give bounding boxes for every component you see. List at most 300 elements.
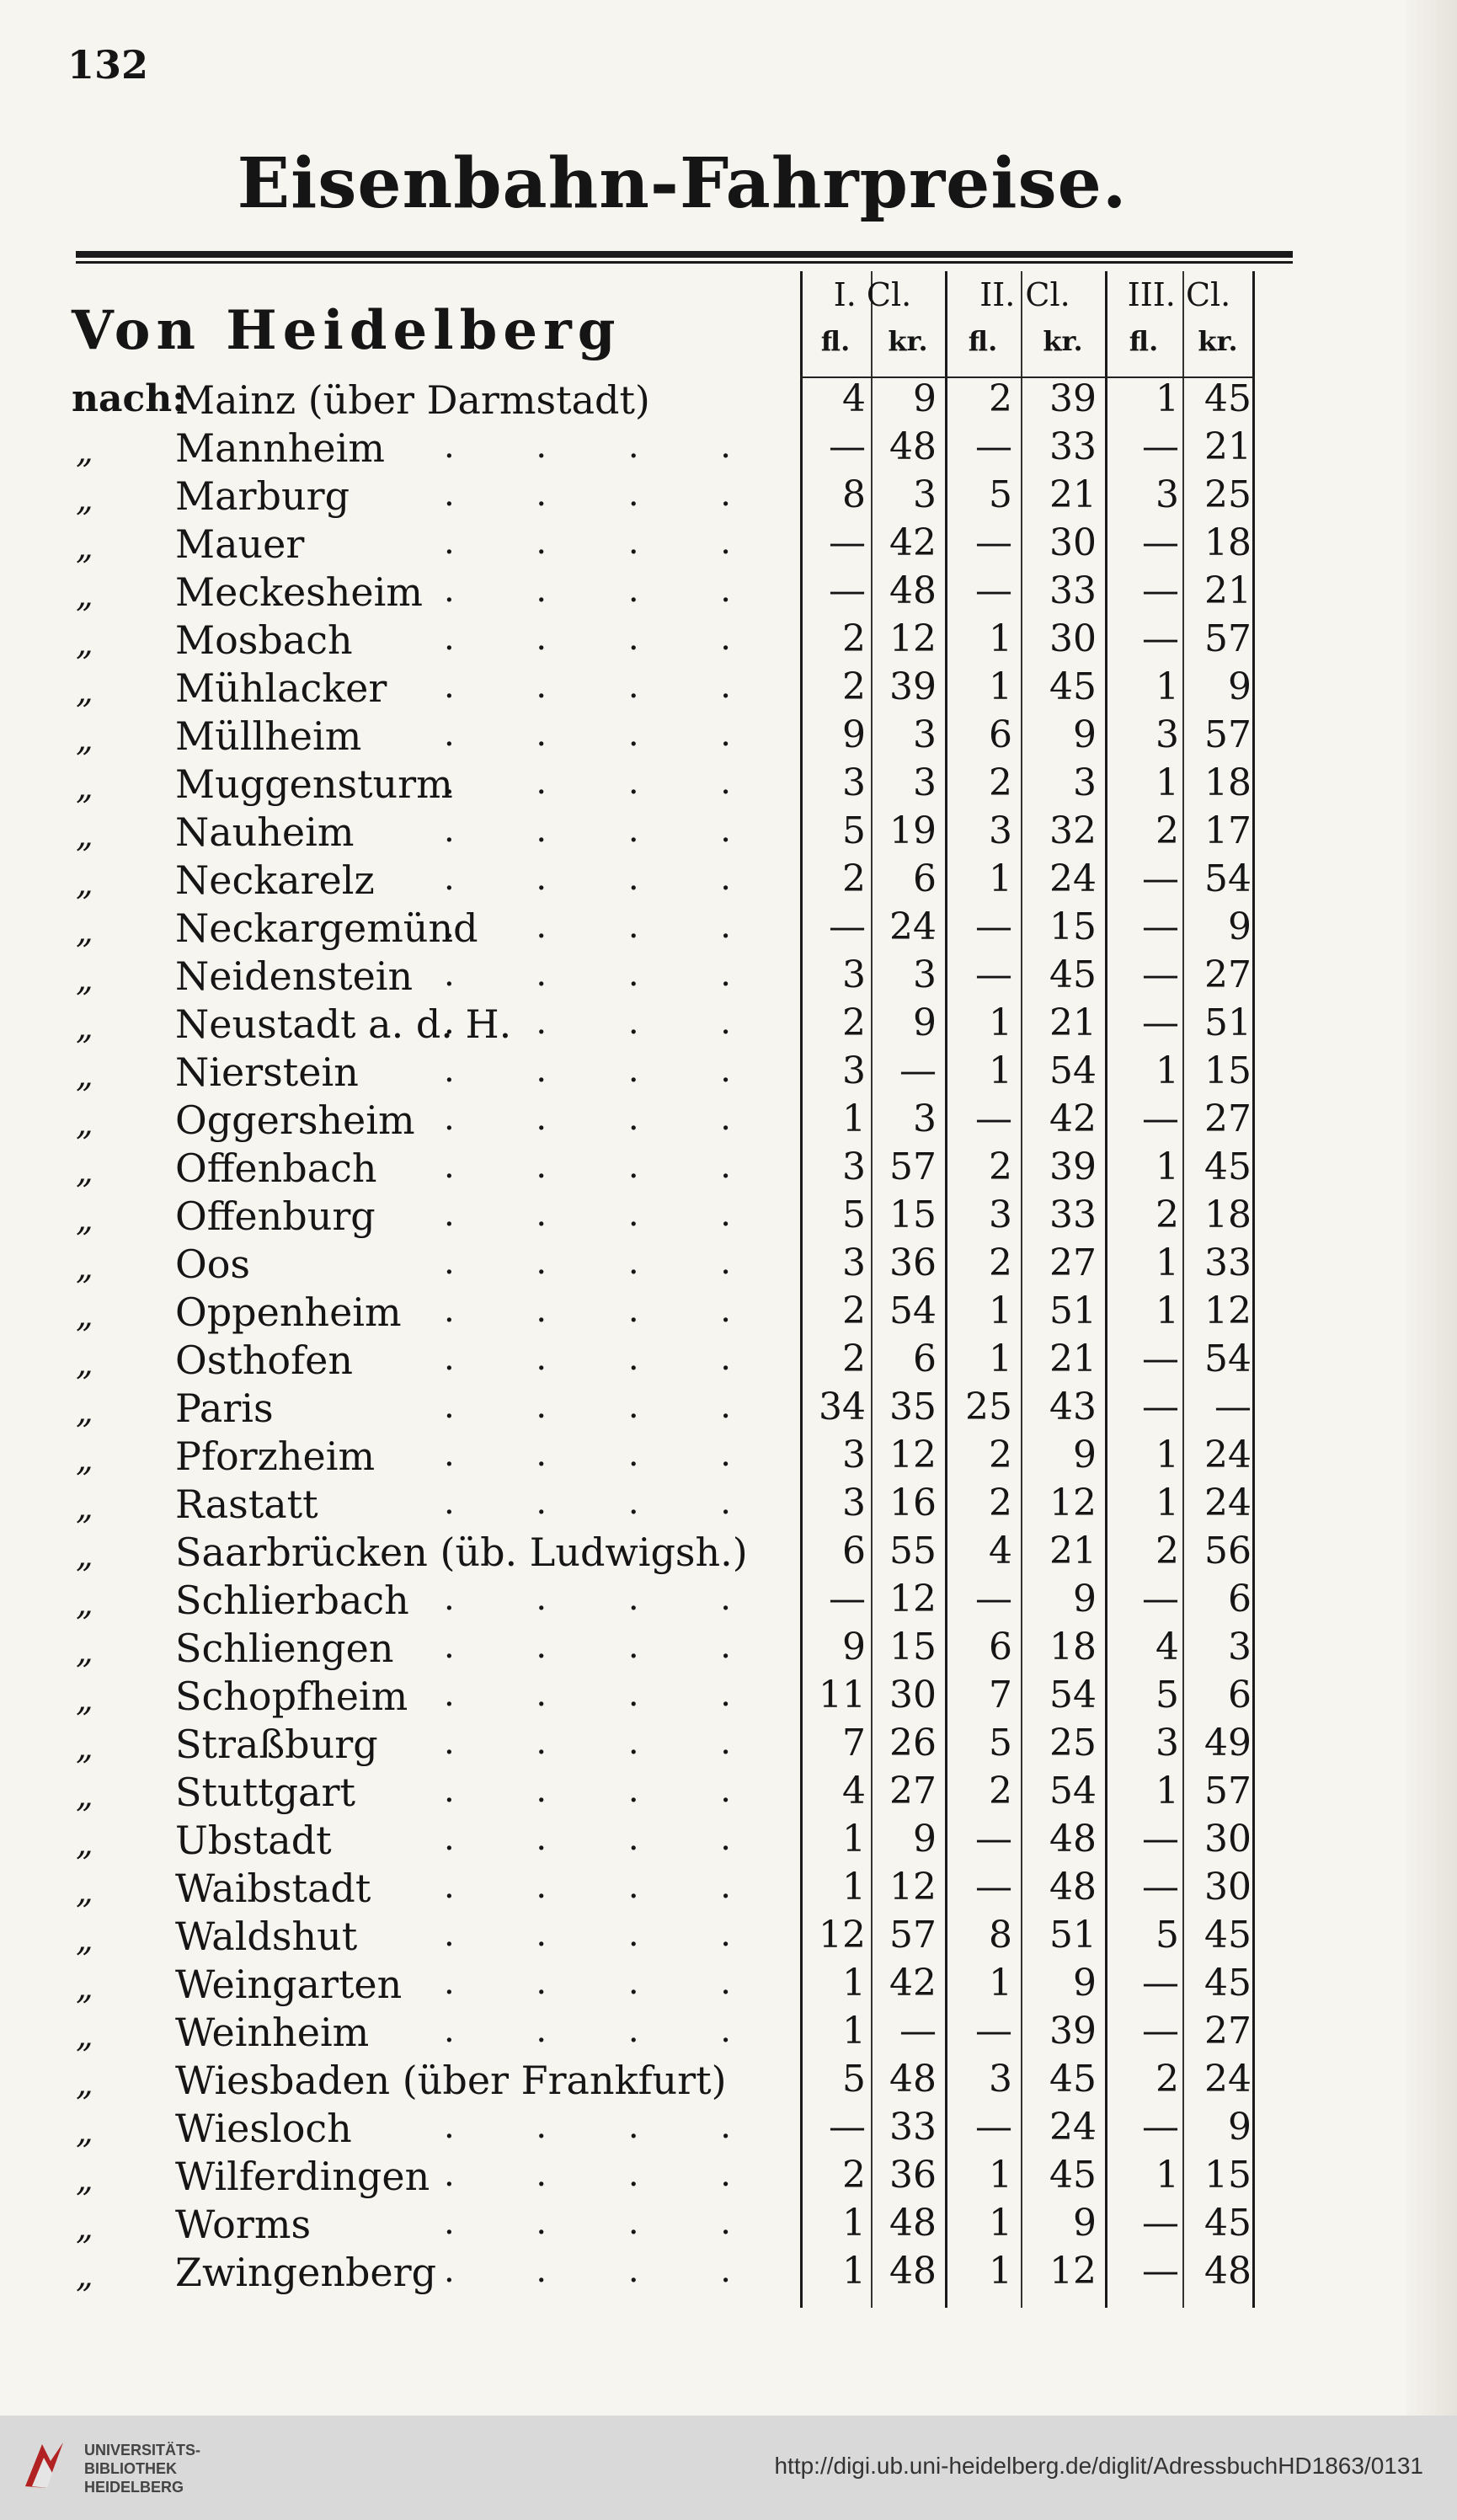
destination-name: Waldshut — [175, 1914, 358, 1959]
fare-1-fl: 3 — [842, 953, 866, 996]
fare-1-kr: 36 — [889, 2154, 937, 2197]
destination-name: Marburg — [175, 473, 350, 519]
ditto-mark: „ — [76, 2016, 93, 2055]
library-name — [84, 2441, 200, 2496]
destination-name: Neckarelz — [175, 857, 375, 903]
fare-3-fl: — — [1142, 953, 1179, 996]
fare-3-kr: 24 — [1204, 1434, 1252, 1476]
fare-1-fl: 1 — [842, 1818, 866, 1861]
fare-2-kr: 48 — [1049, 1818, 1097, 1861]
table-row — [0, 372, 1457, 423]
fare-1-fl: 2 — [842, 857, 866, 900]
ditto-mark: „ — [76, 624, 93, 663]
leader-dots: . . . . — [443, 1051, 766, 1090]
fare-1-fl: 1 — [842, 1097, 866, 1140]
ditto-mark: „ — [76, 1584, 93, 1623]
fare-3-fl: 1 — [1155, 1241, 1179, 1284]
ditto-mark: „ — [76, 1872, 93, 1911]
destination-name: Schliengen — [175, 1626, 394, 1671]
fare-2-kr: 21 — [1049, 473, 1097, 516]
leader-dots: . . . . — [443, 1483, 766, 1522]
leader-dots: . . . . — [443, 475, 766, 514]
class-header-1: I. Cl. — [833, 276, 912, 313]
destination-name: Paris — [175, 1385, 274, 1431]
fare-1-fl: 1 — [842, 1866, 866, 1909]
fare-1-kr: 3 — [913, 713, 937, 756]
fare-2-kr: 39 — [1049, 1145, 1097, 1188]
fare-3-kr: 9 — [1228, 2106, 1252, 2149]
destination-name: Mauer — [175, 521, 305, 567]
fare-1-kr: 12 — [889, 617, 937, 660]
table-row — [0, 996, 1457, 1047]
fare-2-fl: 1 — [989, 2154, 1012, 2197]
destination-name: Mühlacker — [175, 665, 387, 711]
fare-2-fl: 2 — [989, 1145, 1012, 1188]
fare-3-kr: 24 — [1204, 2058, 1252, 2101]
leader-dots: . . . . — [443, 1771, 766, 1810]
destination-name: Wiesloch — [175, 2106, 352, 2151]
fare-2-fl: 1 — [989, 1049, 1012, 1092]
fare-1-kr: 57 — [889, 1145, 937, 1188]
fare-3-fl: — — [1142, 1097, 1179, 1140]
fare-2-kr: 21 — [1049, 1337, 1097, 1380]
table-row — [0, 1284, 1457, 1335]
library-name-line: UNIVERSITÄTS- — [84, 2442, 201, 2459]
fare-2-fl: 4 — [989, 1530, 1012, 1572]
fare-2-kr: 39 — [1049, 377, 1097, 420]
fare-2-kr: 24 — [1049, 2106, 1097, 2149]
fare-1-fl: 3 — [842, 1145, 866, 1188]
ditto-mark: „ — [76, 2160, 93, 2199]
ditto-mark: „ — [76, 1536, 93, 1575]
ditto-mark: „ — [76, 720, 93, 759]
fare-3-kr: 25 — [1204, 473, 1252, 516]
fare-2-kr: 33 — [1049, 569, 1097, 612]
ditto-mark: „ — [76, 1776, 93, 1815]
fare-2-kr: 39 — [1049, 2010, 1097, 2053]
ditto-mark: „ — [76, 432, 93, 471]
fare-3-fl: — — [1142, 1578, 1179, 1620]
table-row — [0, 2101, 1457, 2149]
ditto-mark: „ — [76, 912, 93, 951]
fare-1-fl: 11 — [819, 1674, 866, 1716]
fare-3-kr: — — [1214, 1385, 1252, 1428]
fare-3-fl: — — [1142, 1866, 1179, 1909]
fare-1-kr: 15 — [889, 1626, 937, 1668]
fare-3-fl: 1 — [1155, 1770, 1179, 1813]
subheader-fl: fl. — [968, 325, 998, 357]
fare-3-kr: 30 — [1204, 1866, 1252, 1909]
fare-3-kr: 12 — [1204, 1289, 1252, 1332]
ditto-mark: „ — [76, 1152, 93, 1191]
fare-3-kr: 9 — [1228, 905, 1252, 948]
fare-3-kr: 6 — [1228, 1578, 1252, 1620]
leader-dots: . . . . — [443, 1435, 766, 1474]
fare-1-fl: 1 — [842, 2202, 866, 2245]
fare-2-fl: 6 — [989, 713, 1012, 756]
fare-2-fl: 2 — [989, 377, 1012, 420]
fare-3-fl: 2 — [1155, 1193, 1179, 1236]
fare-2-fl: 2 — [989, 1434, 1012, 1476]
ditto-mark: „ — [76, 1392, 93, 1431]
fare-1-kr: 15 — [889, 1193, 937, 1236]
ditto-mark: „ — [76, 1824, 93, 1863]
destination-name: Offenburg — [175, 1193, 376, 1239]
ditto-mark: „ — [76, 1920, 93, 1959]
ditto-mark: „ — [76, 1440, 93, 1479]
fare-1-kr: 39 — [889, 665, 937, 708]
fare-3-kr: 54 — [1204, 1337, 1252, 1380]
table-row — [0, 1188, 1457, 1239]
fare-2-kr: 21 — [1049, 1530, 1097, 1572]
leader-dots: . . . . — [443, 1147, 766, 1186]
fare-1-kr: 42 — [889, 521, 937, 564]
table-row — [0, 852, 1457, 903]
source-url-link[interactable]: http://digi.ub.uni-heidelberg.de/diglit/AdressbuchHD1863/0131 — [774, 2453, 1423, 2479]
fare-3-kr: 17 — [1204, 809, 1252, 852]
ditto-mark: „ — [76, 1296, 93, 1335]
table-row — [0, 1765, 1457, 1813]
fare-2-fl: 3 — [989, 809, 1012, 852]
destination-name: Mainz (über Darmstadt) — [175, 377, 650, 423]
leader-dots: . . . . — [443, 715, 766, 754]
fare-1-fl: 5 — [842, 2058, 866, 2101]
fare-1-fl: 1 — [842, 2250, 866, 2293]
fare-3-fl: — — [1142, 521, 1179, 564]
fare-3-fl: — — [1142, 1001, 1179, 1044]
fare-3-kr: 57 — [1204, 1770, 1252, 1813]
fare-1-fl: 3 — [842, 1241, 866, 1284]
fare-2-kr: 21 — [1049, 1001, 1097, 1044]
fare-1-fl: 2 — [842, 617, 866, 660]
fare-3-kr: 21 — [1204, 569, 1252, 612]
fare-1-fl: 4 — [842, 1770, 866, 1813]
leader-dots: . . . . — [443, 811, 766, 850]
fare-1-kr: 6 — [913, 857, 937, 900]
library-name-line: BIBLIOTHEK — [84, 2460, 177, 2477]
fare-1-fl: 1 — [842, 1962, 866, 2005]
fare-3-kr: 45 — [1204, 1145, 1252, 1188]
destination-name: Rastatt — [175, 1482, 318, 1527]
subheader-fl: fl. — [1129, 325, 1159, 357]
fare-1-fl: 5 — [842, 1193, 866, 1236]
fare-3-kr: 18 — [1204, 761, 1252, 804]
fare-3-fl: 2 — [1155, 2058, 1179, 2101]
fare-1-fl: 8 — [842, 473, 866, 516]
library-logo-icon — [17, 2436, 76, 2495]
fare-2-fl: 1 — [989, 617, 1012, 660]
ditto-mark: „ — [76, 1104, 93, 1143]
leader-dots: . . . . — [443, 1243, 766, 1282]
table-row — [0, 1092, 1457, 1143]
fare-2-fl: 5 — [989, 473, 1012, 516]
fare-3-fl: — — [1142, 2202, 1179, 2245]
table-row — [0, 900, 1457, 951]
ditto-mark: „ — [76, 1248, 93, 1287]
fare-2-kr: 33 — [1049, 425, 1097, 468]
leader-dots: . . . . — [443, 427, 766, 466]
ditto-mark: „ — [76, 1680, 93, 1719]
table-row — [0, 1236, 1457, 1287]
fare-2-kr: 42 — [1049, 1097, 1097, 1140]
header-rule-thin — [76, 261, 1293, 264]
fare-2-fl: — — [975, 1097, 1012, 1140]
fare-1-fl: 3 — [842, 761, 866, 804]
fare-2-fl: 5 — [989, 1722, 1012, 1765]
table-row — [0, 1957, 1457, 2005]
subheader-kr: kr. — [888, 325, 928, 357]
fare-2-kr: 45 — [1049, 2058, 1097, 2101]
fare-3-kr: 18 — [1204, 1193, 1252, 1236]
fare-2-kr: 24 — [1049, 857, 1097, 900]
destination-name: Nauheim — [175, 809, 355, 855]
fare-1-kr: 3 — [913, 473, 937, 516]
destination-name: Mosbach — [175, 617, 353, 663]
fare-2-kr: 43 — [1049, 1385, 1097, 1428]
fare-1-kr: 48 — [889, 569, 937, 612]
ditto-mark: „ — [76, 864, 93, 903]
leader-dots: . . . . — [443, 763, 766, 802]
ditto-mark: „ — [76, 1008, 93, 1047]
ditto-mark: „ — [76, 528, 93, 567]
table-row — [0, 2005, 1457, 2053]
ditto-mark: „ — [76, 1728, 93, 1767]
fare-2-fl: — — [975, 569, 1012, 612]
fare-2-kr: 12 — [1049, 2250, 1097, 2293]
fare-3-kr: 27 — [1204, 953, 1252, 996]
fare-2-fl: — — [975, 2106, 1012, 2149]
fare-1-fl: 5 — [842, 809, 866, 852]
fare-1-fl: — — [829, 569, 866, 612]
page-title: Eisenbahn-Fahrpreise. — [237, 143, 1128, 224]
leader-dots: . . . . — [443, 2107, 766, 2146]
leader-dots: . . . . — [443, 1579, 766, 1618]
scan-edge — [1406, 0, 1457, 2417]
fare-2-kr: 18 — [1049, 1626, 1097, 1668]
fare-1-fl: — — [829, 905, 866, 948]
fare-3-kr: 27 — [1204, 2010, 1252, 2053]
fare-3-fl: — — [1142, 2250, 1179, 2293]
fare-2-fl: — — [975, 1578, 1012, 1620]
leader-dots: . . . . — [443, 1003, 766, 1042]
leader-dots: . . . . — [443, 1195, 766, 1234]
fare-2-kr: 30 — [1049, 521, 1097, 564]
fare-1-fl: — — [829, 2106, 866, 2149]
destination-name: Mannheim — [175, 425, 385, 471]
fare-3-fl: 1 — [1155, 2154, 1179, 2197]
fare-1-fl: 9 — [842, 1626, 866, 1668]
fare-3-kr: 18 — [1204, 521, 1252, 564]
fare-1-kr: 30 — [889, 1674, 937, 1716]
fare-3-fl: — — [1142, 569, 1179, 612]
table-row — [0, 1668, 1457, 1719]
table-row — [0, 1861, 1457, 1909]
leader-dots: . . . . — [443, 667, 766, 706]
fare-1-kr: — — [899, 2010, 937, 2053]
fare-1-kr: 12 — [889, 1866, 937, 1909]
leader-dots: . . . . — [443, 1723, 766, 1762]
fare-2-kr: 9 — [1073, 1962, 1097, 2005]
table-row — [0, 2149, 1457, 2197]
destination-name: Neidenstein — [175, 953, 414, 999]
leader-dots: . . . . — [443, 2251, 766, 2290]
leader-dots: . . . . — [443, 955, 766, 994]
fare-2-kr: 51 — [1049, 1289, 1097, 1332]
fare-3-fl: 1 — [1155, 1049, 1179, 1092]
fare-2-fl: 7 — [989, 1674, 1012, 1716]
fare-3-fl: 1 — [1155, 1434, 1179, 1476]
subheader-kr: kr. — [1043, 325, 1083, 357]
fare-2-kr: 12 — [1049, 1482, 1097, 1524]
library-name-line: HEIDELBERG — [84, 2479, 184, 2496]
fare-3-fl: 3 — [1155, 473, 1179, 516]
fare-3-fl: — — [1142, 905, 1179, 948]
fare-1-fl: 6 — [842, 1530, 866, 1572]
destination-name: Weinheim — [175, 2010, 370, 2055]
leader-dots: . . . . — [443, 2011, 766, 2050]
fare-1-kr: 48 — [889, 2202, 937, 2245]
fare-3-kr: 3 — [1228, 1626, 1252, 1668]
fare-1-kr: 9 — [913, 1001, 937, 1044]
fare-3-kr: 21 — [1204, 425, 1252, 468]
fare-3-fl: 1 — [1155, 1482, 1179, 1524]
leader-dots: . . . . — [443, 1819, 766, 1858]
leader-dots: . . . . — [443, 1339, 766, 1378]
fare-2-fl: — — [975, 521, 1012, 564]
fare-1-kr: 12 — [889, 1434, 937, 1476]
fare-1-fl: 2 — [842, 1001, 866, 1044]
destination-name: Meckesheim — [175, 569, 423, 615]
fare-1-fl: 2 — [842, 665, 866, 708]
leader-dots: . . . . — [443, 1915, 766, 1954]
table-row — [0, 1620, 1457, 1671]
destination-name: Schopfheim — [175, 1674, 408, 1719]
fare-3-kr: 24 — [1204, 1482, 1252, 1524]
fare-2-kr: 33 — [1049, 1193, 1097, 1236]
destination-name: Zwingenberg — [175, 2250, 437, 2295]
fare-1-fl: 7 — [842, 1722, 866, 1765]
header-rule-thick — [76, 251, 1293, 258]
table-row — [0, 756, 1457, 807]
table-row — [0, 1380, 1457, 1431]
table-row — [0, 2053, 1457, 2101]
ditto-mark: „ — [76, 2256, 93, 2295]
leader-dots: . . . . — [443, 1291, 766, 1330]
fare-2-kr: 30 — [1049, 617, 1097, 660]
fare-3-fl: — — [1142, 1337, 1179, 1380]
fare-1-fl: 3 — [842, 1482, 866, 1524]
destination-name: Neckargemünd — [175, 905, 478, 951]
destination-name: Nierstein — [175, 1049, 359, 1095]
fare-2-fl: 1 — [989, 1962, 1012, 2005]
fare-3-fl: 1 — [1155, 761, 1179, 804]
ditto-mark: „ — [76, 2112, 93, 2151]
fare-2-fl: 1 — [989, 665, 1012, 708]
destination-name: Müllheim — [175, 713, 362, 759]
fare-1-kr: 54 — [889, 1289, 937, 1332]
fare-3-kr: 45 — [1204, 2202, 1252, 2245]
table-row — [0, 804, 1457, 855]
destination-name: Straßburg — [175, 1722, 378, 1767]
fare-1-fl: 9 — [842, 713, 866, 756]
fare-1-kr: 48 — [889, 2058, 937, 2101]
table-row — [0, 1813, 1457, 1861]
fare-3-fl: 2 — [1155, 1530, 1179, 1572]
fare-1-kr: 48 — [889, 2250, 937, 2293]
page-number: 132 — [67, 42, 149, 88]
class-header-2: II. Cl. — [979, 276, 1070, 313]
fare-1-fl: 12 — [819, 1914, 866, 1957]
fare-1-fl: 34 — [819, 1385, 866, 1428]
class-header-3: III. Cl. — [1127, 276, 1231, 313]
fare-1-kr: 33 — [889, 2106, 937, 2149]
fare-3-kr: 27 — [1204, 1097, 1252, 1140]
table-row — [0, 1332, 1457, 1383]
destination-name: Ubstadt — [175, 1818, 332, 1863]
fare-3-kr: 48 — [1204, 2250, 1252, 2293]
fare-1-fl: — — [829, 425, 866, 468]
table-row — [0, 708, 1457, 759]
fare-2-fl: 2 — [989, 1770, 1012, 1813]
fare-3-kr: 30 — [1204, 1818, 1252, 1861]
ditto-mark: „ — [76, 2064, 93, 2103]
fare-2-kr: 54 — [1049, 1674, 1097, 1716]
fare-3-fl: — — [1142, 2010, 1179, 2053]
fare-1-kr: 9 — [913, 1818, 937, 1861]
fare-2-fl: — — [975, 1818, 1012, 1861]
fare-2-kr: 9 — [1073, 1434, 1097, 1476]
fare-3-kr: 56 — [1204, 1530, 1252, 1572]
fare-table-rows — [0, 372, 1457, 2293]
destination-name: Stuttgart — [175, 1770, 355, 1815]
fare-3-fl: — — [1142, 1962, 1179, 2005]
table-row — [0, 564, 1457, 615]
fare-2-fl: 2 — [989, 1241, 1012, 1284]
fare-2-fl: 8 — [989, 1914, 1012, 1957]
fare-1-fl: 4 — [842, 377, 866, 420]
fare-2-kr: 25 — [1049, 1722, 1097, 1765]
fare-2-fl: 2 — [989, 1482, 1012, 1524]
table-row — [0, 1572, 1457, 1623]
fare-1-kr: 3 — [913, 953, 937, 996]
ditto-mark: „ — [76, 1200, 93, 1239]
fare-3-fl: 1 — [1155, 1145, 1179, 1188]
fare-2-fl: — — [975, 953, 1012, 996]
fare-2-fl: — — [975, 2010, 1012, 2053]
fare-3-fl: — — [1142, 857, 1179, 900]
subheader-kr: kr. — [1198, 325, 1238, 357]
fare-1-kr: 57 — [889, 1914, 937, 1957]
fare-3-kr: 15 — [1204, 1049, 1252, 1092]
fare-3-fl: — — [1142, 1818, 1179, 1861]
destination-name: Wiesbaden (über Frankfurt) — [175, 2058, 727, 2103]
fare-2-kr: 9 — [1073, 713, 1097, 756]
leader-dots: . . . . — [443, 2203, 766, 2242]
fare-2-fl: 1 — [989, 1289, 1012, 1332]
fare-1-fl: 2 — [842, 1337, 866, 1380]
destination-name: Oggersheim — [175, 1097, 415, 1143]
destination-name: Saarbrücken (üb. Ludwigsh.) — [175, 1530, 748, 1575]
table-row — [0, 612, 1457, 663]
fare-3-kr: 49 — [1204, 1722, 1252, 1765]
fare-1-kr: 16 — [889, 1482, 937, 1524]
fare-2-fl: 1 — [989, 2250, 1012, 2293]
fare-2-kr: 3 — [1073, 761, 1097, 804]
fare-3-fl: — — [1142, 617, 1179, 660]
destination-name: Schlierbach — [175, 1578, 409, 1623]
fare-1-kr: 27 — [889, 1770, 937, 1813]
table-row — [0, 468, 1457, 519]
